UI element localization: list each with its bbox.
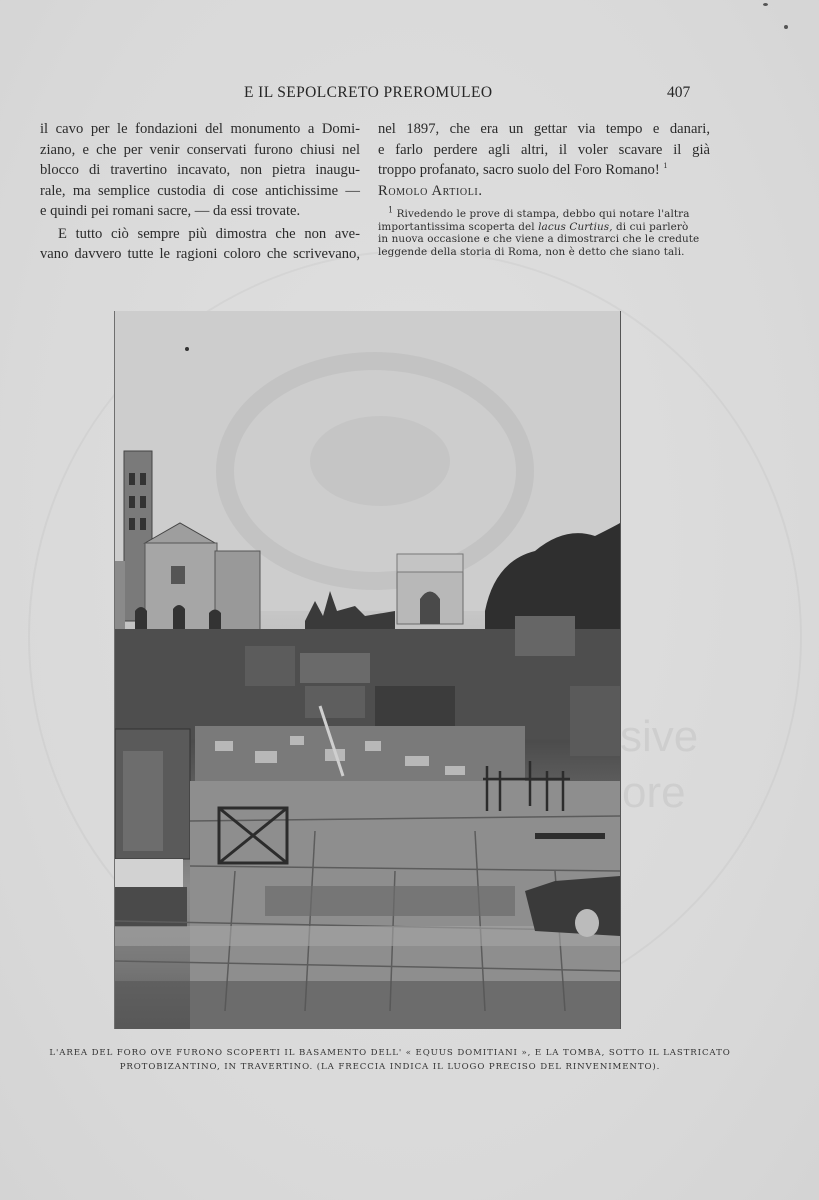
footnote-marker: 1 (388, 205, 394, 215)
watermark-text-2: ore (622, 768, 686, 817)
footnote (378, 205, 710, 258)
paragraph (40, 119, 360, 222)
running-title: E IL SEPOLCRETO PREROMULEO (244, 84, 493, 101)
text-line: il cavo per le fondazioni del monumento a Domi- (40, 121, 360, 137)
running-head (0, 84, 819, 106)
right-column (378, 119, 710, 201)
footnote-line (378, 221, 710, 234)
page-number: 407 (667, 84, 691, 101)
footnote-reference[interactable]: 1 (663, 161, 668, 171)
text-line: E tutto ciò sempre più dimostra che non ave- (58, 225, 360, 242)
footnote-line: leggende della storia di Roma, non è detto che siano tali. (378, 245, 685, 258)
text-line: blocco di travertino incavato, non pietra inaugu- (40, 162, 360, 178)
paragraph (40, 224, 360, 265)
caption-line: PROTOBIZANTINO, IN TRAVERTINO. (LA FRECCIA INDICA IL LUOGO PRECISO DEL RINVENIMENTO). (119, 1062, 661, 1072)
text-line: rale, ma semplice custodia di cose antichissime — (40, 182, 360, 199)
footnote-line (378, 205, 710, 221)
paper-speck (763, 3, 768, 6)
paragraph (378, 119, 710, 201)
caption-line: L'AREA DEL FORO OVE FURONO SCOPERTI IL BASAMENTO DELL' « EQUUS DOMITIANI », E LA TOMBA, SOTTO IL LASTRICATO (49, 1048, 731, 1058)
text-line-content: troppo profanato, sacro suolo del Foro Romano! (378, 162, 660, 178)
text-line: ziano, e che per venir conservati furono chiusi nel (40, 141, 360, 158)
text-line: nel 1897, che era un gettar via tempo e danari, (378, 121, 710, 137)
photo-illustration (115, 311, 620, 1029)
watermark-text-1: sive (620, 712, 699, 761)
forum-photograph (114, 311, 621, 1029)
footnote-text: Rivedendo le prove di stampa, debbo qui notare l'altra (396, 208, 690, 220)
text-line: e farlo perdere agli altri, il voler scavare il già (378, 141, 710, 158)
footnote-text: di cui parlerò (612, 220, 689, 233)
text-line (378, 160, 710, 181)
paper-speck (784, 25, 788, 29)
left-column (40, 119, 360, 265)
text-line: e quindi pei romani sacre, — da essi trovate. (40, 203, 301, 219)
figure-caption (40, 1046, 740, 1074)
footnote-italic-term: lacus Curtius, (538, 220, 613, 233)
footnote-text: importantissima scoperta del (378, 220, 539, 233)
text-line: vano davvero tutte le ragioni coloro che scrivevano, (40, 246, 360, 262)
footnote-line: in nuova occasione e che viene a dimostrarci che le credute (378, 233, 700, 245)
author-signature: Romolo Artioli. (378, 182, 483, 199)
